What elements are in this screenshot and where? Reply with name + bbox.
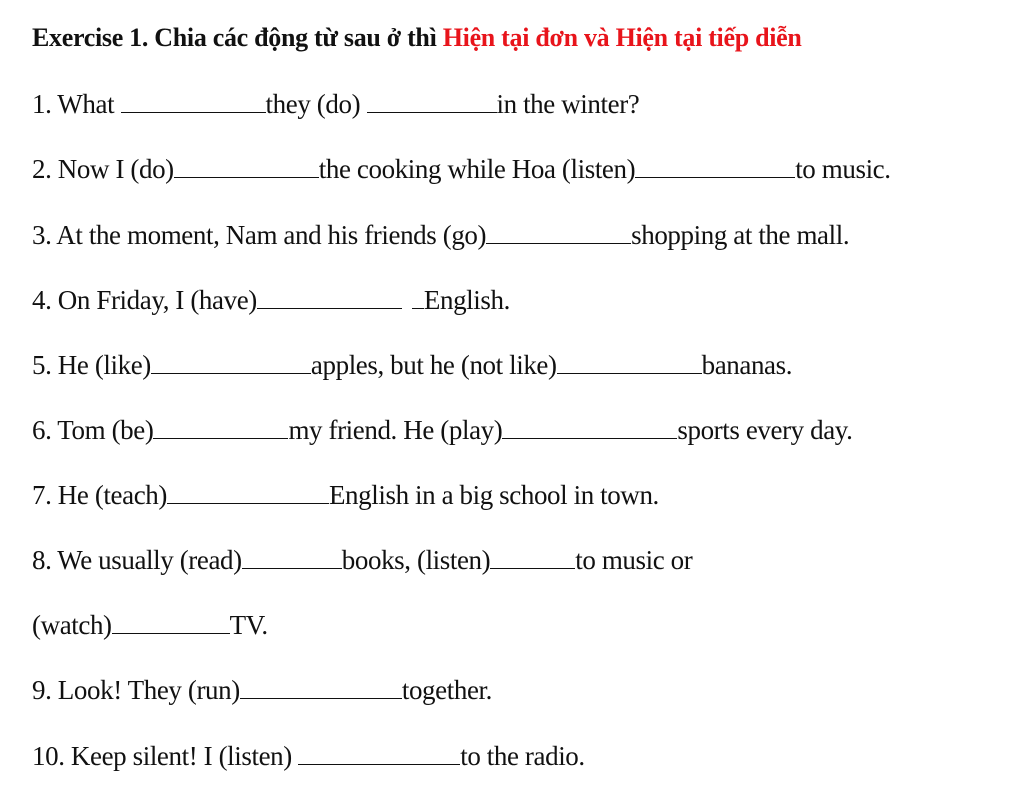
exercise-item-3 [32,219,849,251]
item-text: 1. What [32,89,121,119]
item-text: 8. We usually (read) [32,545,242,575]
exercise-item-6 [32,414,853,446]
exercise-item-4 [32,284,510,316]
item-text: together. [401,675,492,705]
answer-blank[interactable] [242,546,342,569]
item-text: the cooking while Hoa (listen) [318,154,636,184]
answer-blank[interactable] [174,155,319,178]
answer-blank[interactable] [502,416,677,439]
item-text: (watch) [32,610,112,640]
answer-blank[interactable] [412,286,424,309]
item-text: 4. On Friday, I (have) [32,285,257,315]
item-text: they (do) [265,89,367,119]
item-text: 9. Look! They (run) [32,675,240,705]
exercise-item-7 [32,479,659,511]
exercise-item-8 [32,544,692,576]
title-prefix: Exercise 1. Chia các động từ sau ở thì [32,23,443,52]
exercise-item-2 [32,153,891,185]
exercise-item-9 [32,674,492,706]
item-text: 6. Tom (be) [32,415,154,445]
item-text: in the winter? [496,89,640,119]
answer-blank[interactable] [557,351,702,374]
item-text: TV. [229,610,268,640]
answer-blank[interactable] [490,546,575,569]
item-text: to music. [795,154,891,184]
exercise-item-8-continued [32,609,268,641]
item-text: 5. He (like) [32,350,151,380]
item-text: my friend. He (play) [288,415,503,445]
answer-blank[interactable] [240,676,402,699]
exercise-item-1 [32,88,639,120]
answer-blank[interactable] [121,90,266,113]
answer-blank[interactable] [167,481,329,504]
item-text: 3. At the moment, Nam and his friends (go) [32,220,487,250]
answer-blank[interactable] [367,90,497,113]
item-text: 7. He (teach) [32,480,167,510]
title-highlight: Hiện tại đơn và Hiện tại tiếp diễn [442,23,802,52]
exercise-item-10 [32,740,585,772]
exercise-item-5 [32,349,792,381]
item-text: bananas. [701,350,793,380]
answer-blank[interactable] [257,286,402,309]
answer-blank[interactable] [486,221,631,244]
item-text: sports every day. [677,415,853,445]
answer-blank[interactable] [151,351,311,374]
answer-blank[interactable] [153,416,288,439]
item-text: apples, but he (not like) [310,350,557,380]
answer-blank[interactable] [112,611,230,634]
item-text: 10. Keep silent! I (listen) [32,741,299,771]
answer-blank[interactable] [635,155,795,178]
item-text: English. [423,285,510,315]
item-text: to the radio. [460,741,585,771]
answer-blank[interactable] [298,742,460,765]
item-text: 2. Now I (do) [32,154,174,184]
item-text: English in a big school in town. [328,480,659,510]
item-text: shopping at the mall. [631,220,850,250]
exercise-title [32,22,802,54]
item-text: books, (listen) [341,545,491,575]
item-text: to music or [575,545,693,575]
